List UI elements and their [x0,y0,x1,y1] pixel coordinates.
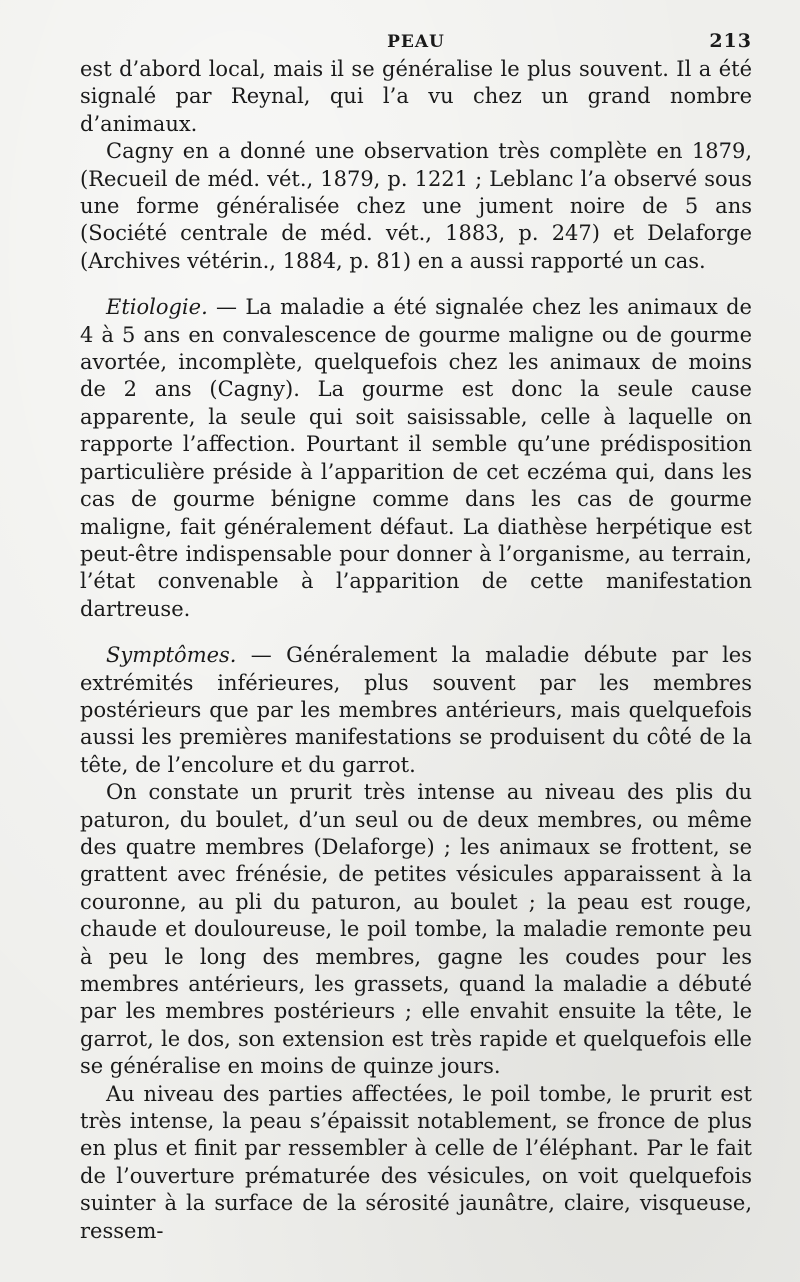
paragraph-etiologie [80,294,752,623]
paragraph-prurit: On constate un prurit très intense au niveau des plis du paturon, du boulet, d’un seul ou de deux membres, ou même des quatre membres (Delaforge) ; les animaux se frottent, se grattent avec frénésie, de petites vésicules apparaissent à la couronne, au pli du paturon, au boulet ; la peau est rouge, chaude et douloureuse, le poil tombe, la maladie remonte peu à peu le long des membres, gagne les coudes pour les membres antérieurs, les grassets, quand la maladie a débuté par les membres postérieurs ; elle envahit ensuite la tête, le garrot, le dos, son extension est très rapide et quelquefois elle se généralise en moins de quinze jours. [80,780,752,1079]
running-title: PEAU [387,32,445,52]
paragraph-cagny: Cagny en a donné une observation très complète en 1879, (Recueil de méd. vét., 1879, p. 1221 ; Leblanc l’a observé sous une forme généralisée chez une jument noire de 5 ans (Société centrale de méd. vét., 1883, p. 247) et Delaforge (Archives vétérin., 1884, p. 81) en a aussi rapporté un cas. [80,139,752,273]
paragraph-symptomes [80,642,752,779]
symptomes-text: — Généralement la maladie débute par les extrémités inférieures, plus souvent par les membres postérieurs que par les membres antérieurs, mais quelquefois aussi les premières manifestations se produisent du côté de la tête, de l’encolure et du garrot. [80,643,752,777]
etiologie-text: — La maladie a été signalée chez les animaux de 4 à 5 ans en convalescence de gourme maligne ou de gourme avortée, incomplète, quelquefois chez les animaux de moins de 2 ans (Cagny). La gourme est donc la seule cause apparente, la seule qui soit saisissable, celle à laquelle on rapporte l’affection. Pourtant il semble qu’une prédisposition particulière préside à l’apparition de cet eczéma qui, dans les cas de gourme bénigne comme dans les cas de gourme maligne, fait généralement défaut. La diathèse herpétique est peut-être indispensable pour donner à l’organisme, au terrain, l’état convenable à l’apparition de cette manifestation dartreuse. [80,295,752,621]
page-number: 213 [709,30,752,52]
section-title-symptomes: Symptômes. [106,643,237,668]
section-title-etiologie: Etiologie. [106,295,208,320]
paragraph-continuation: est d’abord local, mais il se généralise le plus souvent. Il a été signalé par Reynal, qui l’a vu chez un grand nombre d’animaux. [80,57,752,136]
body-text [80,56,752,1245]
paragraph-parties-affectees: Au niveau des parties affectées, le poil tombe, le prurit est très intense, la peau s’épaissit notablement, se fronce de plus en plus et finit par ressembler à celle de l’éléphant. Par le fait de l’ouverture prématurée des vésicules, on voit quelquefois suinter à la surface de la sérosité jaunâtre, claire, visqueuse, ressem- [80,1081,752,1243]
running-head [80,30,752,56]
